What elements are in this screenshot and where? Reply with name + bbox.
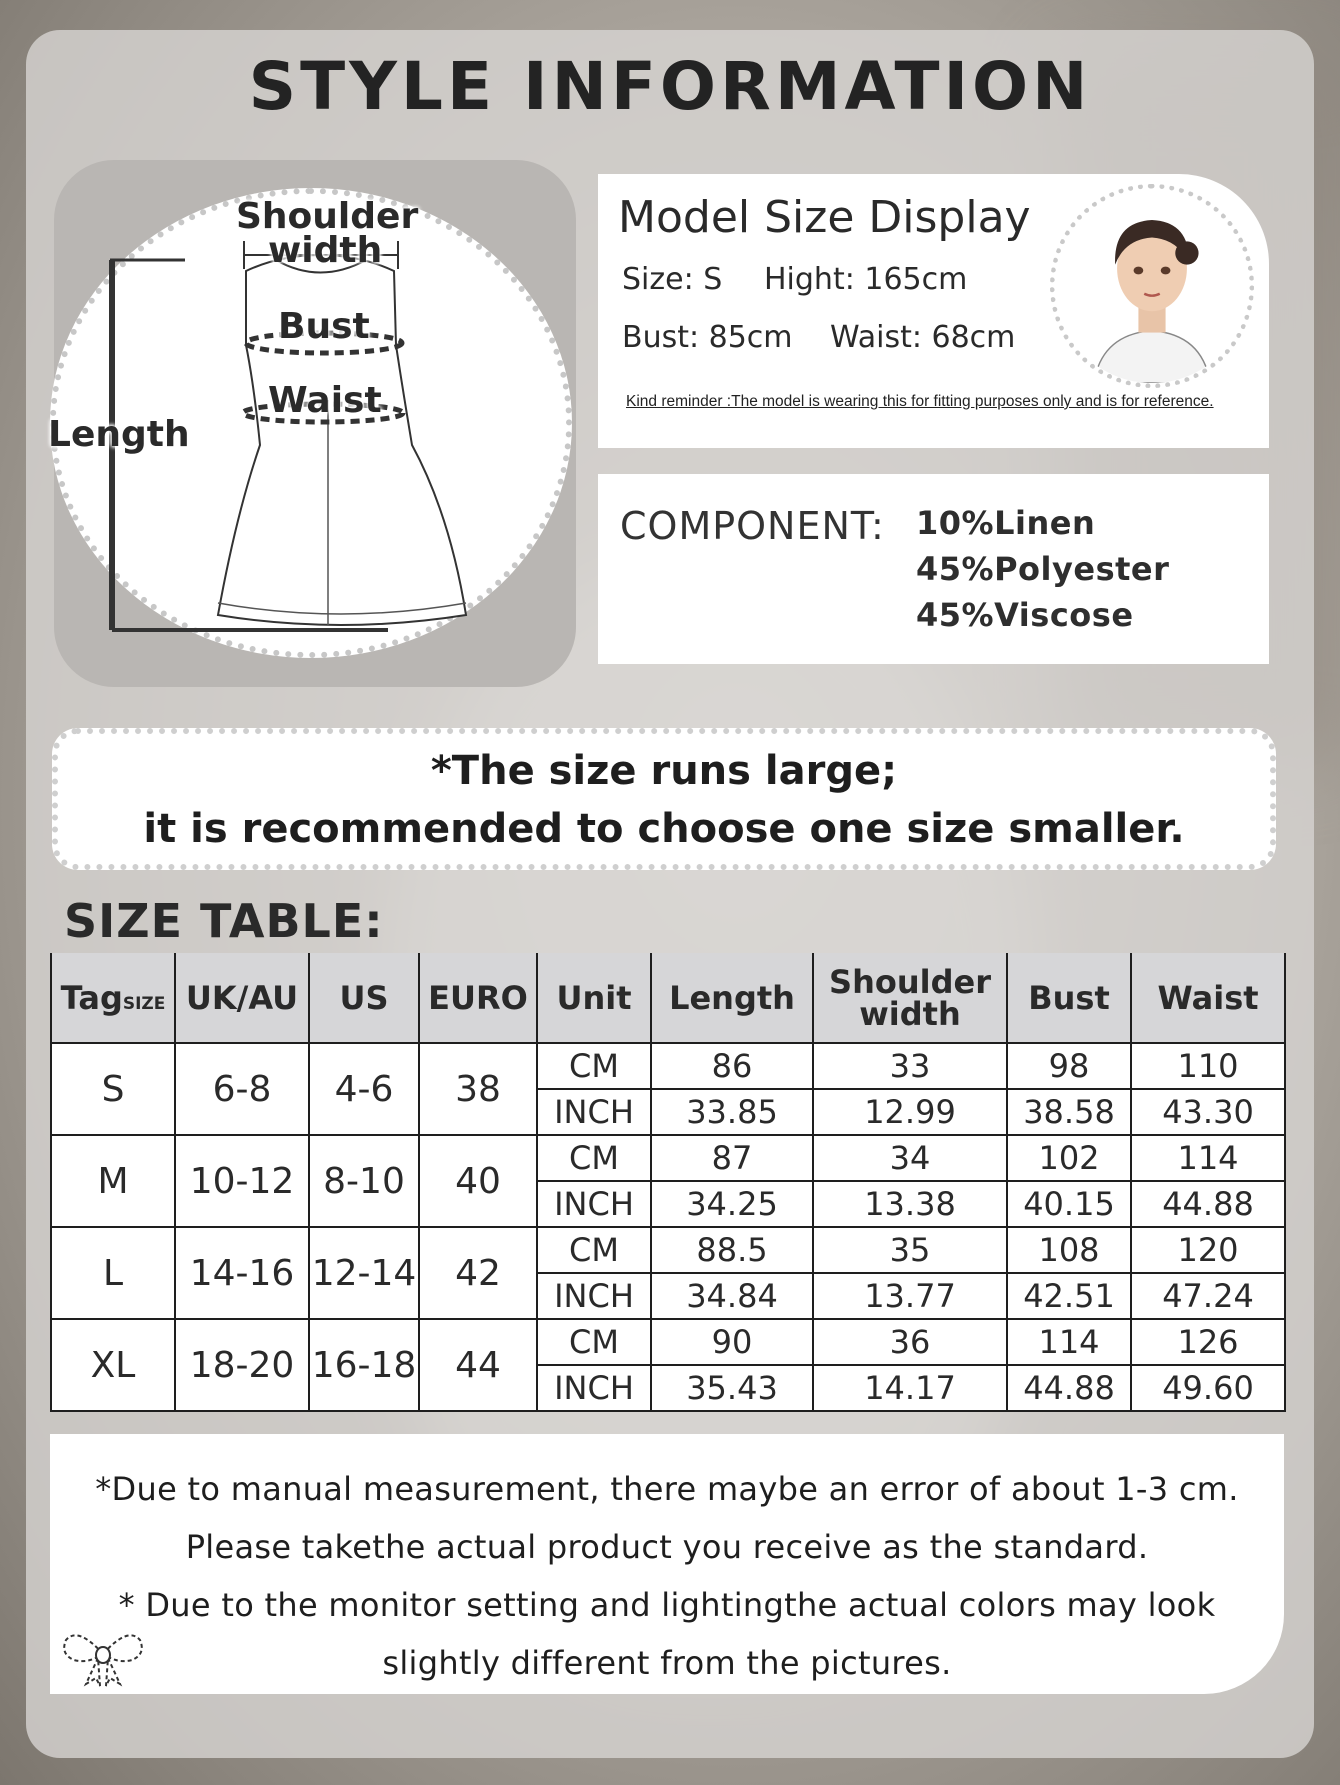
cell-bust: 114: [1007, 1319, 1131, 1365]
cell-shoulder: 34: [813, 1135, 1007, 1181]
notice-line-1: *The size runs large;: [430, 748, 898, 794]
model-bust: Bust: 85cm: [622, 320, 793, 355]
cell-waist: 49.60: [1131, 1365, 1285, 1411]
cell-shoulder: 14.17: [813, 1365, 1007, 1411]
length-label: Length: [48, 414, 190, 455]
cell-unit: CM: [537, 1135, 651, 1181]
size-table-heading: SIZE TABLE:: [64, 894, 384, 948]
cell-shoulder: 13.38: [813, 1181, 1007, 1227]
header-bust: Bust: [1007, 953, 1131, 1043]
shoulder-label-1: Shoulder: [236, 196, 419, 237]
model-size-heading: Model Size Display: [618, 192, 1031, 243]
cell-length: 34.25: [651, 1181, 813, 1227]
cell-bust: 42.51: [1007, 1273, 1131, 1319]
cell-size: M: [51, 1135, 175, 1227]
cell-length: 35.43: [651, 1365, 813, 1411]
disclaimer-box: [50, 1434, 1284, 1694]
cell-unit: CM: [537, 1043, 651, 1089]
table-row: [51, 1135, 1285, 1181]
cell-waist: 110: [1131, 1043, 1285, 1089]
model-height: Hight: 165cm: [764, 262, 968, 297]
cell-waist: 120: [1131, 1227, 1285, 1273]
shoulder-label-2: width: [268, 230, 383, 271]
model-waist: Waist: 68cm: [830, 320, 1016, 355]
cell-bust: 38.58: [1007, 1089, 1131, 1135]
cell-unit: INCH: [537, 1273, 651, 1319]
component-card: [598, 474, 1269, 664]
table-row: [51, 1227, 1285, 1273]
table-row: [51, 1319, 1285, 1365]
cell-length: 34.84: [651, 1273, 813, 1319]
cell-length: 86: [651, 1043, 813, 1089]
cell-size: XL: [51, 1319, 175, 1411]
header-tag: [51, 953, 175, 1043]
cell-shoulder: 36: [813, 1319, 1007, 1365]
cell-length: 33.85: [651, 1089, 813, 1135]
kind-reminder: Kind reminder :The model is wearing this for fitting purposes only and is for reference.: [626, 393, 1214, 410]
cell-waist: 47.24: [1131, 1273, 1285, 1319]
cell-shoulder: 12.99: [813, 1089, 1007, 1135]
disclaimer-line-2: Please takethe actual product you receive as the standard.: [185, 1528, 1149, 1566]
model-size: Size: S: [622, 262, 723, 297]
disclaimer-line-1: *Due to manual measurement, there maybe an error of about 1-3 cm.: [95, 1470, 1239, 1508]
cell-waist: 44.88: [1131, 1181, 1285, 1227]
cell-unit: CM: [537, 1319, 651, 1365]
cell-us: 4-6: [309, 1043, 419, 1135]
cell-us: 8-10: [309, 1135, 419, 1227]
cell-size: L: [51, 1227, 175, 1319]
model-size-card: [598, 174, 1269, 448]
cell-euro: 40: [419, 1135, 537, 1227]
component-item: 10%Linen: [916, 504, 1096, 542]
cell-shoulder: 35: [813, 1227, 1007, 1273]
component-item: 45%Viscose: [916, 596, 1134, 634]
cell-bust: 102: [1007, 1135, 1131, 1181]
cell-waist: 43.30: [1131, 1089, 1285, 1135]
cell-shoulder: 13.77: [813, 1273, 1007, 1319]
size-table: [50, 953, 1286, 1412]
cell-uk: 18-20: [175, 1319, 309, 1411]
header-unit: Unit: [537, 953, 651, 1043]
cell-bust: 108: [1007, 1227, 1131, 1273]
component-label: COMPONENT:: [620, 504, 885, 548]
cell-uk: 10-12: [175, 1135, 309, 1227]
cell-length: 90: [651, 1319, 813, 1365]
cell-uk: 6-8: [175, 1043, 309, 1135]
size-notice: [52, 728, 1276, 870]
cell-unit: CM: [537, 1227, 651, 1273]
cell-unit: INCH: [537, 1181, 651, 1227]
model-size-row-2: [622, 320, 1015, 355]
cell-waist: 114: [1131, 1135, 1285, 1181]
page-title: STYLE INFORMATION: [248, 48, 1092, 125]
model-size-row-1: [622, 262, 967, 297]
cell-us: 12-14: [309, 1227, 419, 1319]
table-row: [51, 1043, 1285, 1089]
size-table-body: [51, 1043, 1285, 1411]
notice-line-2: it is recommended to choose one size smaller.: [143, 806, 1185, 852]
component-item: 45%Polyester: [916, 550, 1170, 588]
cell-uk: 14-16: [175, 1227, 309, 1319]
header-tag-sub: SIZE: [122, 993, 166, 1014]
header-uk: UK/AU: [175, 953, 309, 1043]
cell-euro: 42: [419, 1227, 537, 1319]
header-waist: Waist: [1131, 953, 1285, 1043]
cell-euro: 38: [419, 1043, 537, 1135]
cell-size: S: [51, 1043, 175, 1135]
model-avatar-icon: [1050, 184, 1254, 388]
cell-us: 16-18: [309, 1319, 419, 1411]
cell-length: 87: [651, 1135, 813, 1181]
cell-bust: 44.88: [1007, 1365, 1131, 1411]
header-tag-label: Tag: [60, 978, 123, 1017]
header-shoulder: [813, 953, 1007, 1043]
header-us: US: [309, 953, 419, 1043]
cell-length: 88.5: [651, 1227, 813, 1273]
header-euro: EURO: [419, 953, 537, 1043]
header-shoulder-line-2: width: [859, 994, 961, 1033]
cell-euro: 44: [419, 1319, 537, 1411]
cell-shoulder: 33: [813, 1043, 1007, 1089]
bust-label: Bust: [278, 306, 370, 347]
header-length: Length: [651, 953, 813, 1043]
waist-label: Waist: [268, 380, 382, 421]
cell-waist: 126: [1131, 1319, 1285, 1365]
cell-unit: INCH: [537, 1365, 651, 1411]
bow-icon: [58, 1620, 148, 1690]
cell-bust: 40.15: [1007, 1181, 1131, 1227]
cell-unit: INCH: [537, 1089, 651, 1135]
header-shoulder-line-1: Shoulder: [829, 962, 991, 1001]
disclaimer-line-4: slightly different from the pictures.: [382, 1644, 952, 1682]
table-header-row: [51, 953, 1285, 1043]
disclaimer-line-3: * Due to the monitor setting and lightingthe actual colors may look: [118, 1586, 1216, 1624]
cell-bust: 98: [1007, 1043, 1131, 1089]
